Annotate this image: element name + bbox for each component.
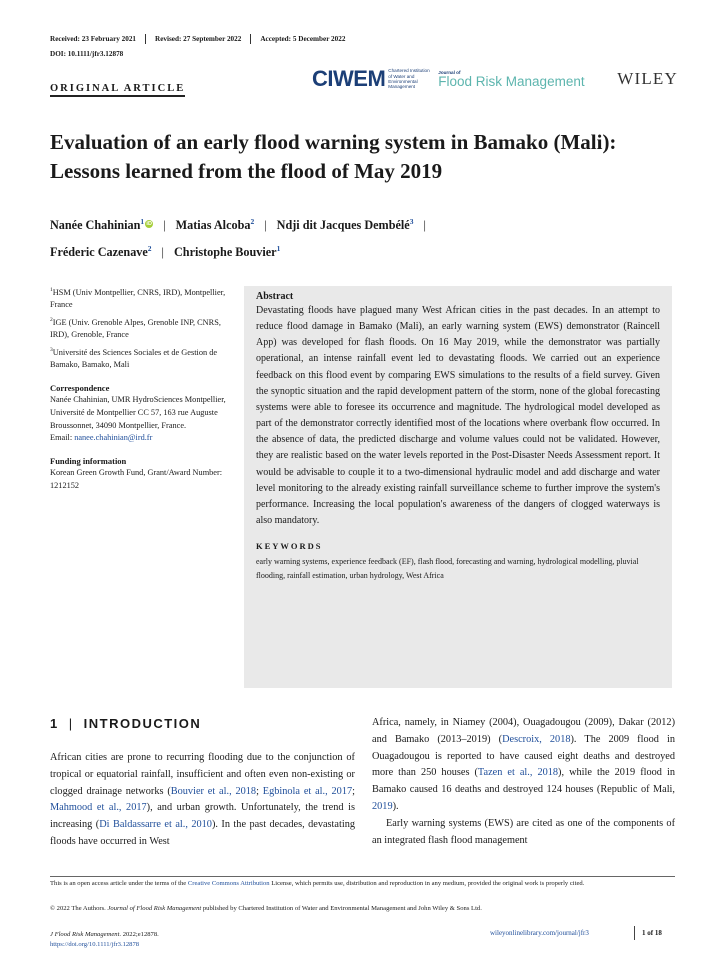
section-separator: | — [68, 716, 74, 731]
copyright-notice: © 2022 The Authors. Journal of Flood Risk Management published by Chartered Institution of Water and Environmental Management and John Wiley & Sons Ltd. — [50, 905, 482, 912]
citation-link[interactable]: 2019 — [372, 800, 393, 812]
history-dates — [50, 34, 345, 44]
citation-link[interactable]: Bouvier et al., 2018 — [170, 785, 257, 797]
correspondence-address: Nanée Chahinian, UMR HydroSciences Montpellier, Université de Montpellier CC 57, 163 rue Auguste Broussonnet, 34090 Montpellier, France. — [50, 395, 226, 430]
wiley-logo: WILEY — [617, 69, 678, 88]
citation-link[interactable]: Mahmood et al., 2017 — [50, 802, 147, 814]
body-column-right: Africa, namely, in Niamey (2004), Ouagadougou (2009), Dakar (2012) and Bamako (2013–2019) (Descroix, 2018). The 2009 flood in Ouagadougou is reported to have caused eight deaths and destroyed more than 250 houses (Tazen et al., 2018), while the 2019 flood in Bamako caused 16 deaths and destroyed 124 houses (Republic of Mali, 2019). Early warning systems (EWS) are cited as one of the components of an integrated flash flood management — [372, 717, 675, 846]
citation-link[interactable]: Egbinola et al., 2017 — [262, 785, 353, 797]
doi: DOI: 10.1111/jfr3.12878 — [50, 50, 124, 58]
date-separator — [250, 34, 251, 44]
date-separator — [145, 34, 146, 44]
author-name[interactable]: Fréderic Cazenave$^2$ — [50, 244, 152, 260]
journal-reference: J Flood Risk Management. 2022;e12878. https://doi.org/10.1111/jfr3.12878 — [50, 931, 159, 948]
abstract-box — [244, 286, 672, 688]
license-link[interactable]: Creative Commons Attribution — [187, 880, 270, 887]
abstract-text: Devastating floods have plagued many West African cities in the past decades. In an attempt to reduce flood damage in Bamako (Mali), an early warning system (EWS) demonstrator (Raincell App) was developed for flash floods. On 16 May 2019, while the demonstrator was partially operational, an intense rainfall event led to devastating floods. We carried out an experience feedback on this flood event by comparing EWS simulations to the results of a field survey. Given the synoptic situation and the rapid development pattern of the storm, none of the global forecasting systems were able to foresee its occurrence and magnitude. The hydrological model developed as part of the demonstrator correctly identified most of the locations where overbank flow occurred. In the absence of data, the predicted discharge and volume values could not be validated. However, they are realistic based on the water levels reported in the Post-Disaster Needs Assessment report. It would be advisable to couple it to a two-dimensional hydraulic model and add discharge and water level monitoring to the already existing rainfall surveillance scheme to further improve the system's performance. Increasing the local population's awareness of the dangers of clogged waterways is also mandatory. — [256, 305, 660, 527]
section-heading — [50, 716, 201, 731]
author-name[interactable]: Nanée Chahinian$^1$ — [50, 217, 145, 233]
correspondence-email: Email: nanee.chahinian@ird.fr — [50, 433, 153, 443]
section-number: 1 — [50, 716, 59, 731]
ciwem-logo-subtitle: Chartered Institution of Water and Environmental Management — [388, 68, 430, 90]
journal-logo — [438, 70, 584, 89]
orcid-icon[interactable]: iD — [146, 221, 152, 228]
body-column-left: African cities are prone to recurring flooding due to the conjunction of tropical or equatorial rainfall, insufficient and often even non-existing or clogged drainage networks (Bouvier et al., 2018; Egbinola et al., 2017; Mahmood et al., 2017), and urban growth. Unfortunately, the trend is increasing (Di Baldassarre et al., 2010). In the past decades, devastating floods have occurred in West — [50, 752, 356, 847]
author-separator: | — [423, 218, 426, 233]
journal-site-link[interactable]: wileyonlinelibrary.com/journal/jfr3 — [490, 929, 589, 937]
accepted-date: Accepted: 5 December 2022 — [260, 35, 346, 43]
revised-date: Revised: 27 September 2022 — [155, 35, 242, 43]
email-link[interactable]: nanee.chahinian@ird.fr — [74, 433, 153, 443]
keywords-heading: KEYWORDS — [256, 541, 323, 552]
citation-link[interactable]: Descroix, 2018 — [502, 733, 571, 745]
correspondence-heading: Correspondence — [50, 382, 110, 393]
affiliation: $^3$Université des Sciences Sociales et de Gestion de Bamako, Bamako, Mali — [50, 346, 218, 370]
section-title: INTRODUCTION — [83, 716, 202, 731]
funding-heading: Funding information — [50, 455, 127, 466]
citation-link[interactable]: Di Baldassarre et al., 2010 — [99, 819, 212, 831]
citation-link[interactable]: Tazen et al., 2018 — [477, 767, 559, 779]
author-list — [50, 210, 670, 264]
license-notice: This is an open access article under the terms of the Creative Commons Attribution License, which permits use, distribution and reproduction in any medium, provided the original work is properly cited. — [50, 880, 585, 887]
doi-link[interactable]: https://doi.org/10.1111/jfr3.12878 — [50, 940, 140, 948]
ciwem-logo: CIWEM — [312, 66, 386, 91]
received-date: Received: 23 February 2021 — [50, 35, 137, 43]
author-separator: | — [161, 245, 164, 260]
author-name[interactable]: Christophe Bouvier$^1$ — [174, 244, 281, 260]
author-name[interactable]: Matias Alcoba$^2$ — [175, 217, 255, 233]
page-number: 1 of 18 — [642, 929, 662, 937]
article-sidebar — [50, 284, 235, 493]
article-title: Evaluation of an early flood warning system in Bamako (Mali): Lessons learned from the flood of May 2019 — [50, 130, 617, 183]
article-type: ORIGINAL ARTICLE — [50, 83, 185, 97]
author-name[interactable]: Ndji dit Jacques Dembélé$^3$ — [276, 217, 414, 233]
funding-text: Korean Green Growth Fund, Grant/Award Number: 1212152 — [50, 468, 223, 491]
paragraph-text: Early warning systems (EWS) are cited as one of the components of an integrated flash flood management — [372, 817, 675, 846]
journal-logo-prefix: Journal of — [438, 69, 461, 75]
affiliation: $^2$IGE (Univ. Grenoble Alpes, Grenoble INP, CNRS, IRD), Grenoble, France — [50, 316, 221, 340]
header-logos — [312, 66, 678, 92]
author-separator: | — [264, 218, 267, 233]
keywords-list: early warning systems, experience feedback (EF), flash flood, forecasting and warning, hydrological modelling, pluvial flooding, rainfall estimation, urban hydrology, West Africa — [256, 557, 639, 581]
author-separator: | — [163, 218, 166, 233]
journal-logo-name: Flood Risk Management — [438, 73, 585, 89]
abstract-heading: Abstract — [256, 291, 294, 302]
footer-separator — [634, 926, 635, 940]
footer-divider — [50, 876, 675, 877]
affiliation: $^1$HSM (Univ Montpellier, CNRS, IRD), Montpellier, France — [50, 287, 226, 310]
